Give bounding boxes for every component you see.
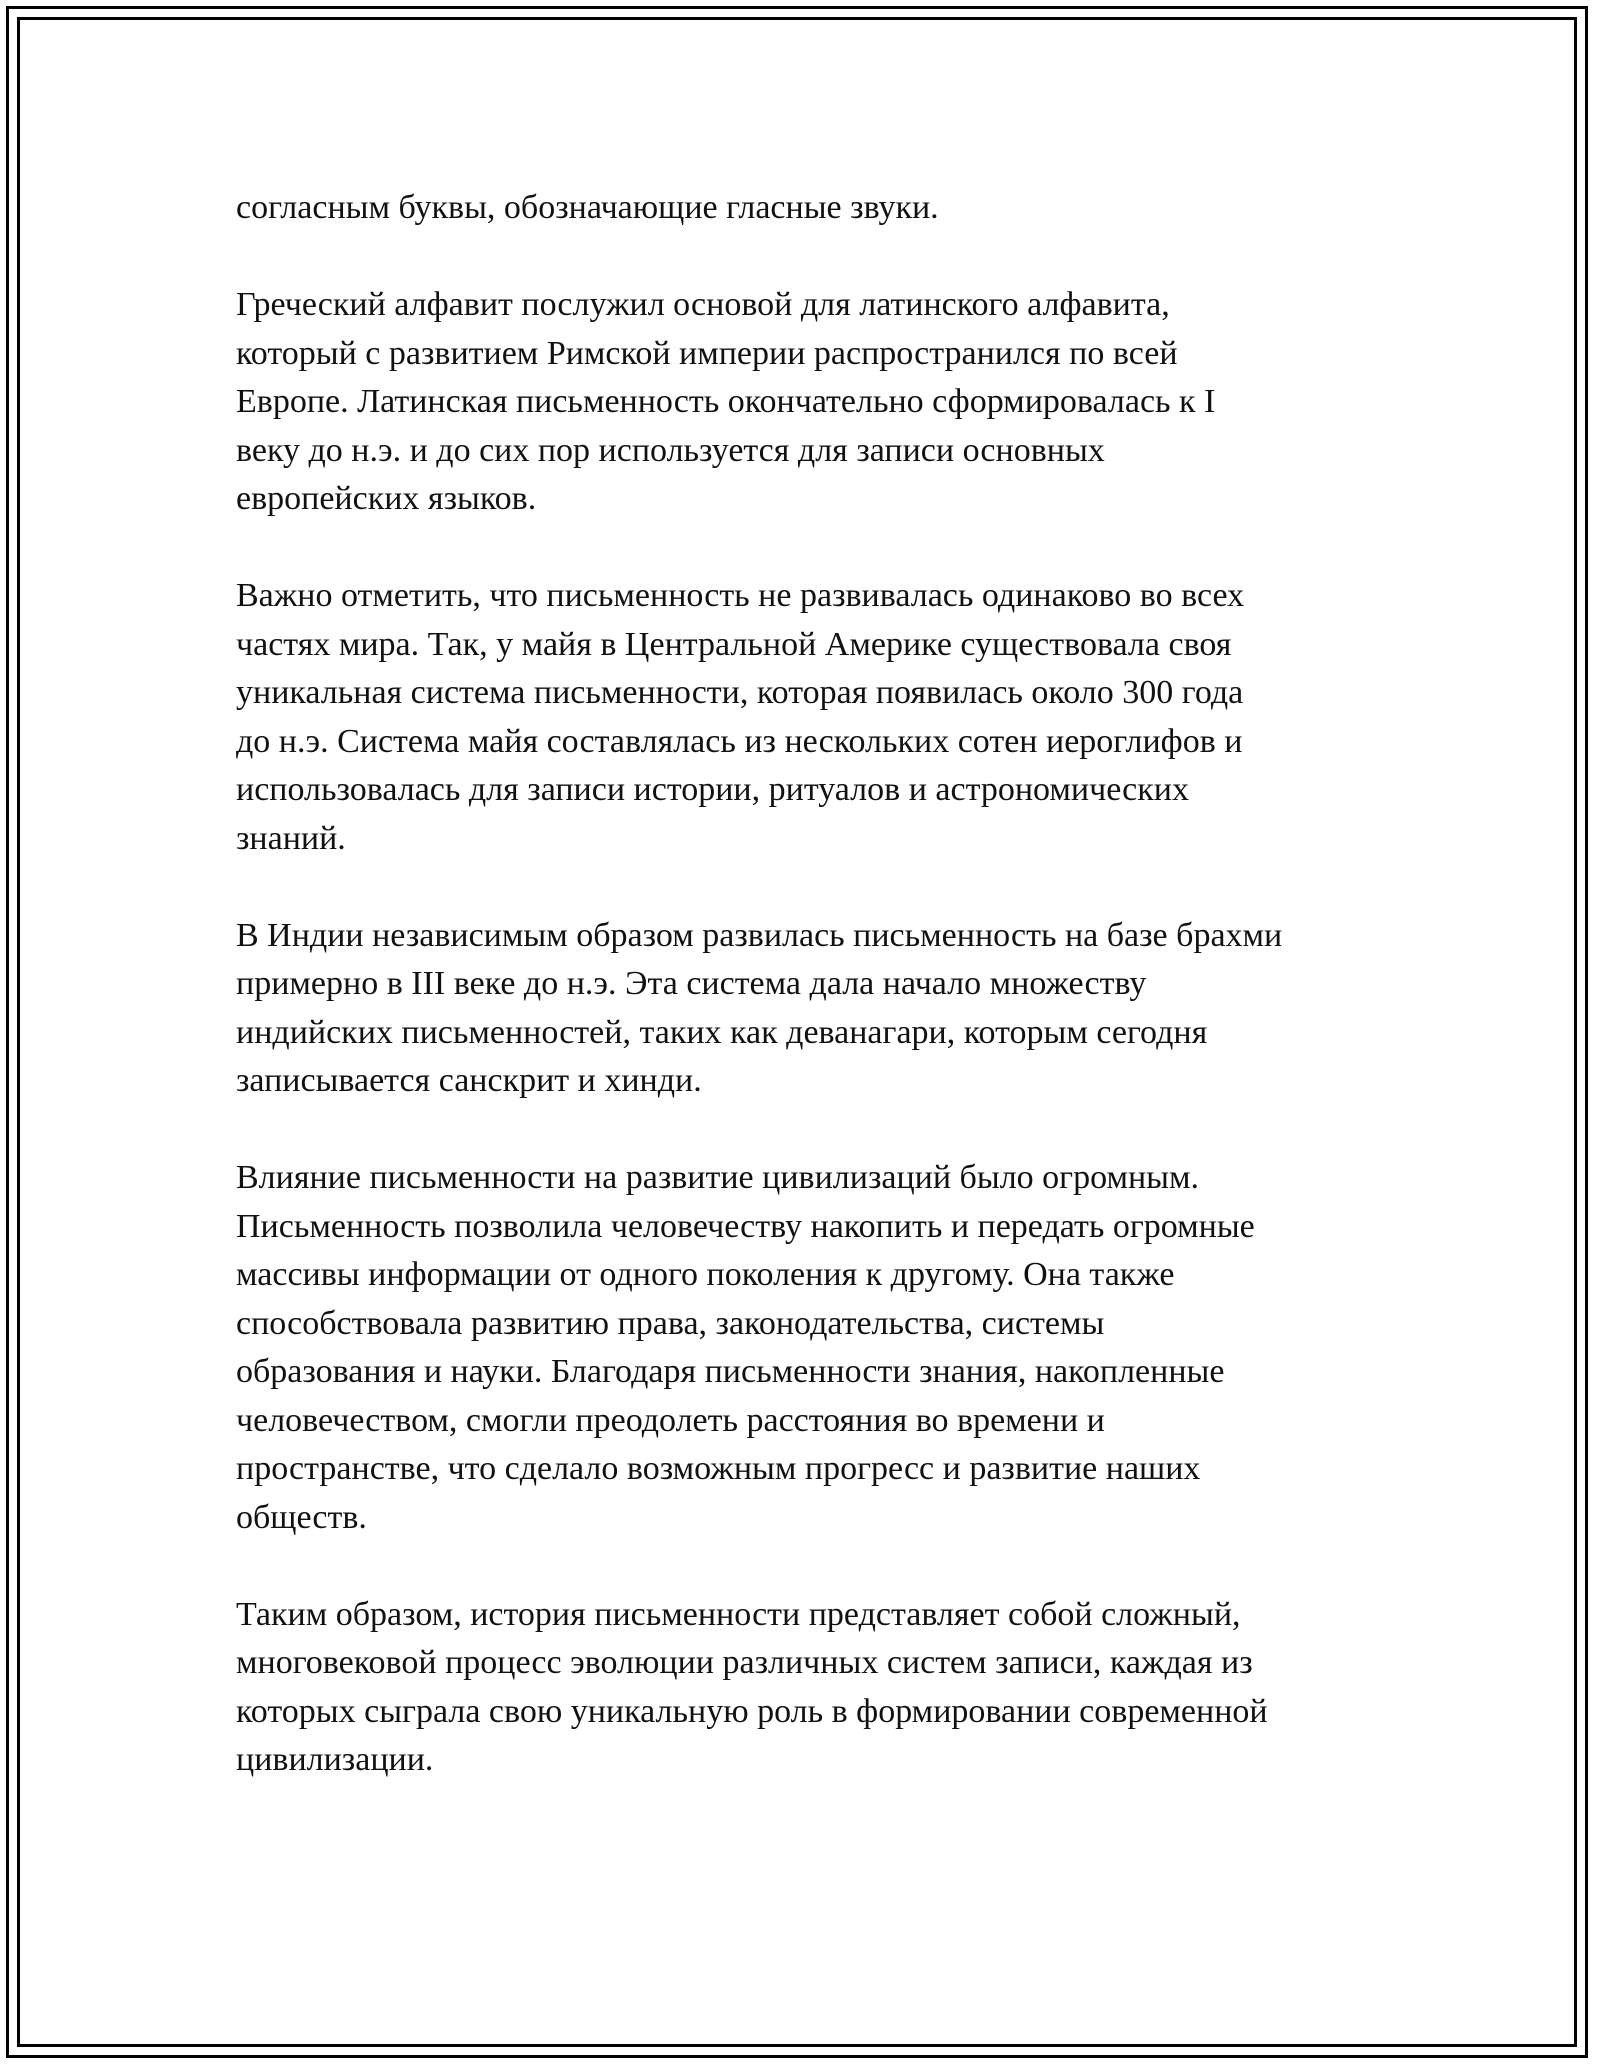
page-body — [236, 184, 1396, 1833]
paragraph-greek-latin: Греческий алфавит послужил основой для латинского алфавита, который с развитием Римской империи распространился по всей Европе. Латинская письменность окончательно сформировалась к I веку до н.э. и до сих пор используется для записи основных европейских языков. — [236, 286, 1216, 517]
paragraph-influence: Влияние письменности на развитие цивилизаций было огромным. Письменность позволила человечеству накопить и передать огромные массивы информации от одного поколения к другому. Она также способствовала развитию права, законодательства, системы образования и науки. Благодаря письменности знания, накопленные человечеством, смогли преодолеть расстояния во времени и пространстве, что сделало возможным прогресс и развитие наших обществ. — [236, 1159, 1255, 1536]
paragraph-vowels: согласным буквы, обозначающие гласные звуки. — [236, 189, 939, 226]
paragraph-maya: Важно отметить, что письменность не развивалась одинаково во всех частях мира. Так, у майя в Центральной Америке существовала своя уникальная система письменности, которая появилась около 300 года до н.э. Система майя составлялась из нескольких сотен иероглифов и использовалась для записи истории, ритуалов и астрономических знаний. — [236, 577, 1245, 857]
paragraph-india: В Индии независимым образом развилась письменность на базе брахми примерно в III веке до н.э. Эта система дала начало множеству индийских письменностей, таких как деванагари, которым сегодня записывается санскрит и хинди. — [236, 916, 1283, 1099]
paragraph-conclusion: Таким образом, история письменности представляет собой сложный, многовековой процесс эволюции различных систем записи, каждая из которых сыграла свою уникальную роль в формировании современной цивилизации. — [236, 1595, 1268, 1778]
